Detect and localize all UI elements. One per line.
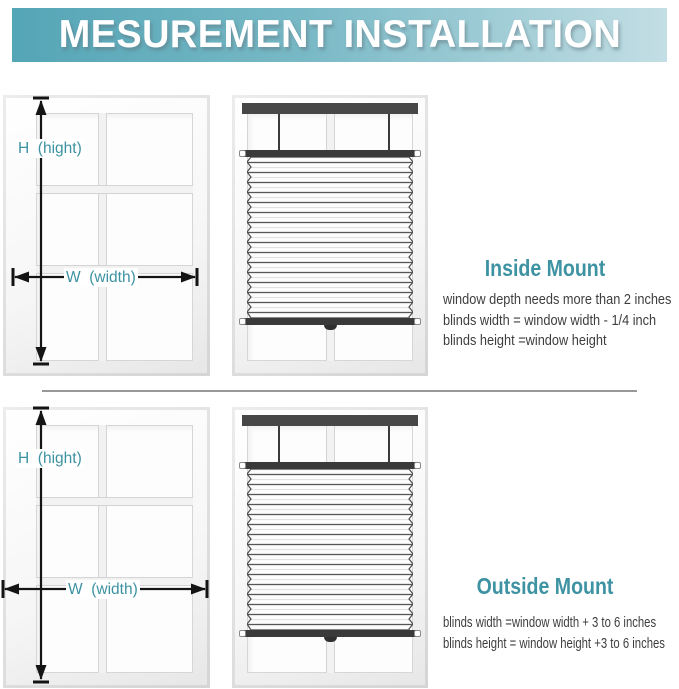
rail-end-cap — [239, 150, 246, 157]
rail-end-cap — [239, 318, 246, 325]
blind-bottomrail — [243, 630, 417, 637]
mounting-rail — [242, 103, 418, 114]
lift-cord — [278, 114, 280, 151]
rail-end-cap — [414, 150, 421, 157]
window-muntin-horizontal — [36, 497, 193, 506]
pleated-shade — [247, 469, 413, 630]
pleated-shade — [247, 157, 413, 318]
inside-mount-instructions — [443, 290, 671, 352]
window-muntin-vertical — [98, 425, 107, 673]
window-muntin-horizontal — [36, 185, 193, 194]
page-title: MESUREMENT INSTALLATION — [58, 13, 621, 56]
rail-end-cap — [414, 318, 421, 325]
lift-cord — [388, 426, 390, 463]
title-banner — [12, 8, 667, 62]
outside-mount-instructions — [443, 613, 665, 654]
height-arrow — [31, 406, 51, 684]
lift-cord — [278, 426, 280, 463]
rail-end-cap — [239, 462, 246, 469]
blinds-window-outside — [232, 407, 428, 688]
inside-mount-title: Inside Mount — [484, 255, 606, 281]
rail-end-cap — [414, 630, 421, 637]
width-label: W (width) — [68, 581, 138, 598]
rail-end-cap — [414, 462, 421, 469]
window-muntin-vertical — [98, 113, 107, 361]
outside-mount-title: Outside Mount — [476, 573, 614, 599]
section-divider — [42, 390, 637, 392]
lift-cord — [388, 114, 390, 151]
blinds-window-inside — [232, 95, 428, 376]
instruction-line: window depth needs more than 2 inches — [443, 292, 672, 308]
rail-end-cap — [239, 630, 246, 637]
height-label: H (hight) — [18, 140, 82, 157]
instruction-line: blinds height = window height +3 to 6 inches — [443, 635, 665, 652]
width-label: W (width) — [66, 269, 136, 286]
blind-headrail — [243, 462, 417, 469]
blind-bottomrail — [243, 318, 417, 325]
mounting-rail — [242, 415, 418, 426]
blind-headrail — [243, 150, 417, 157]
instruction-line: blinds width = window width - 1/4 inch — [443, 312, 657, 329]
instruction-line: blinds width =window width + 3 to 6 inches — [443, 615, 657, 631]
height-arrow — [31, 96, 51, 366]
height-label: H (hight) — [18, 450, 82, 467]
instruction-line: blinds height =window height — [443, 333, 607, 349]
